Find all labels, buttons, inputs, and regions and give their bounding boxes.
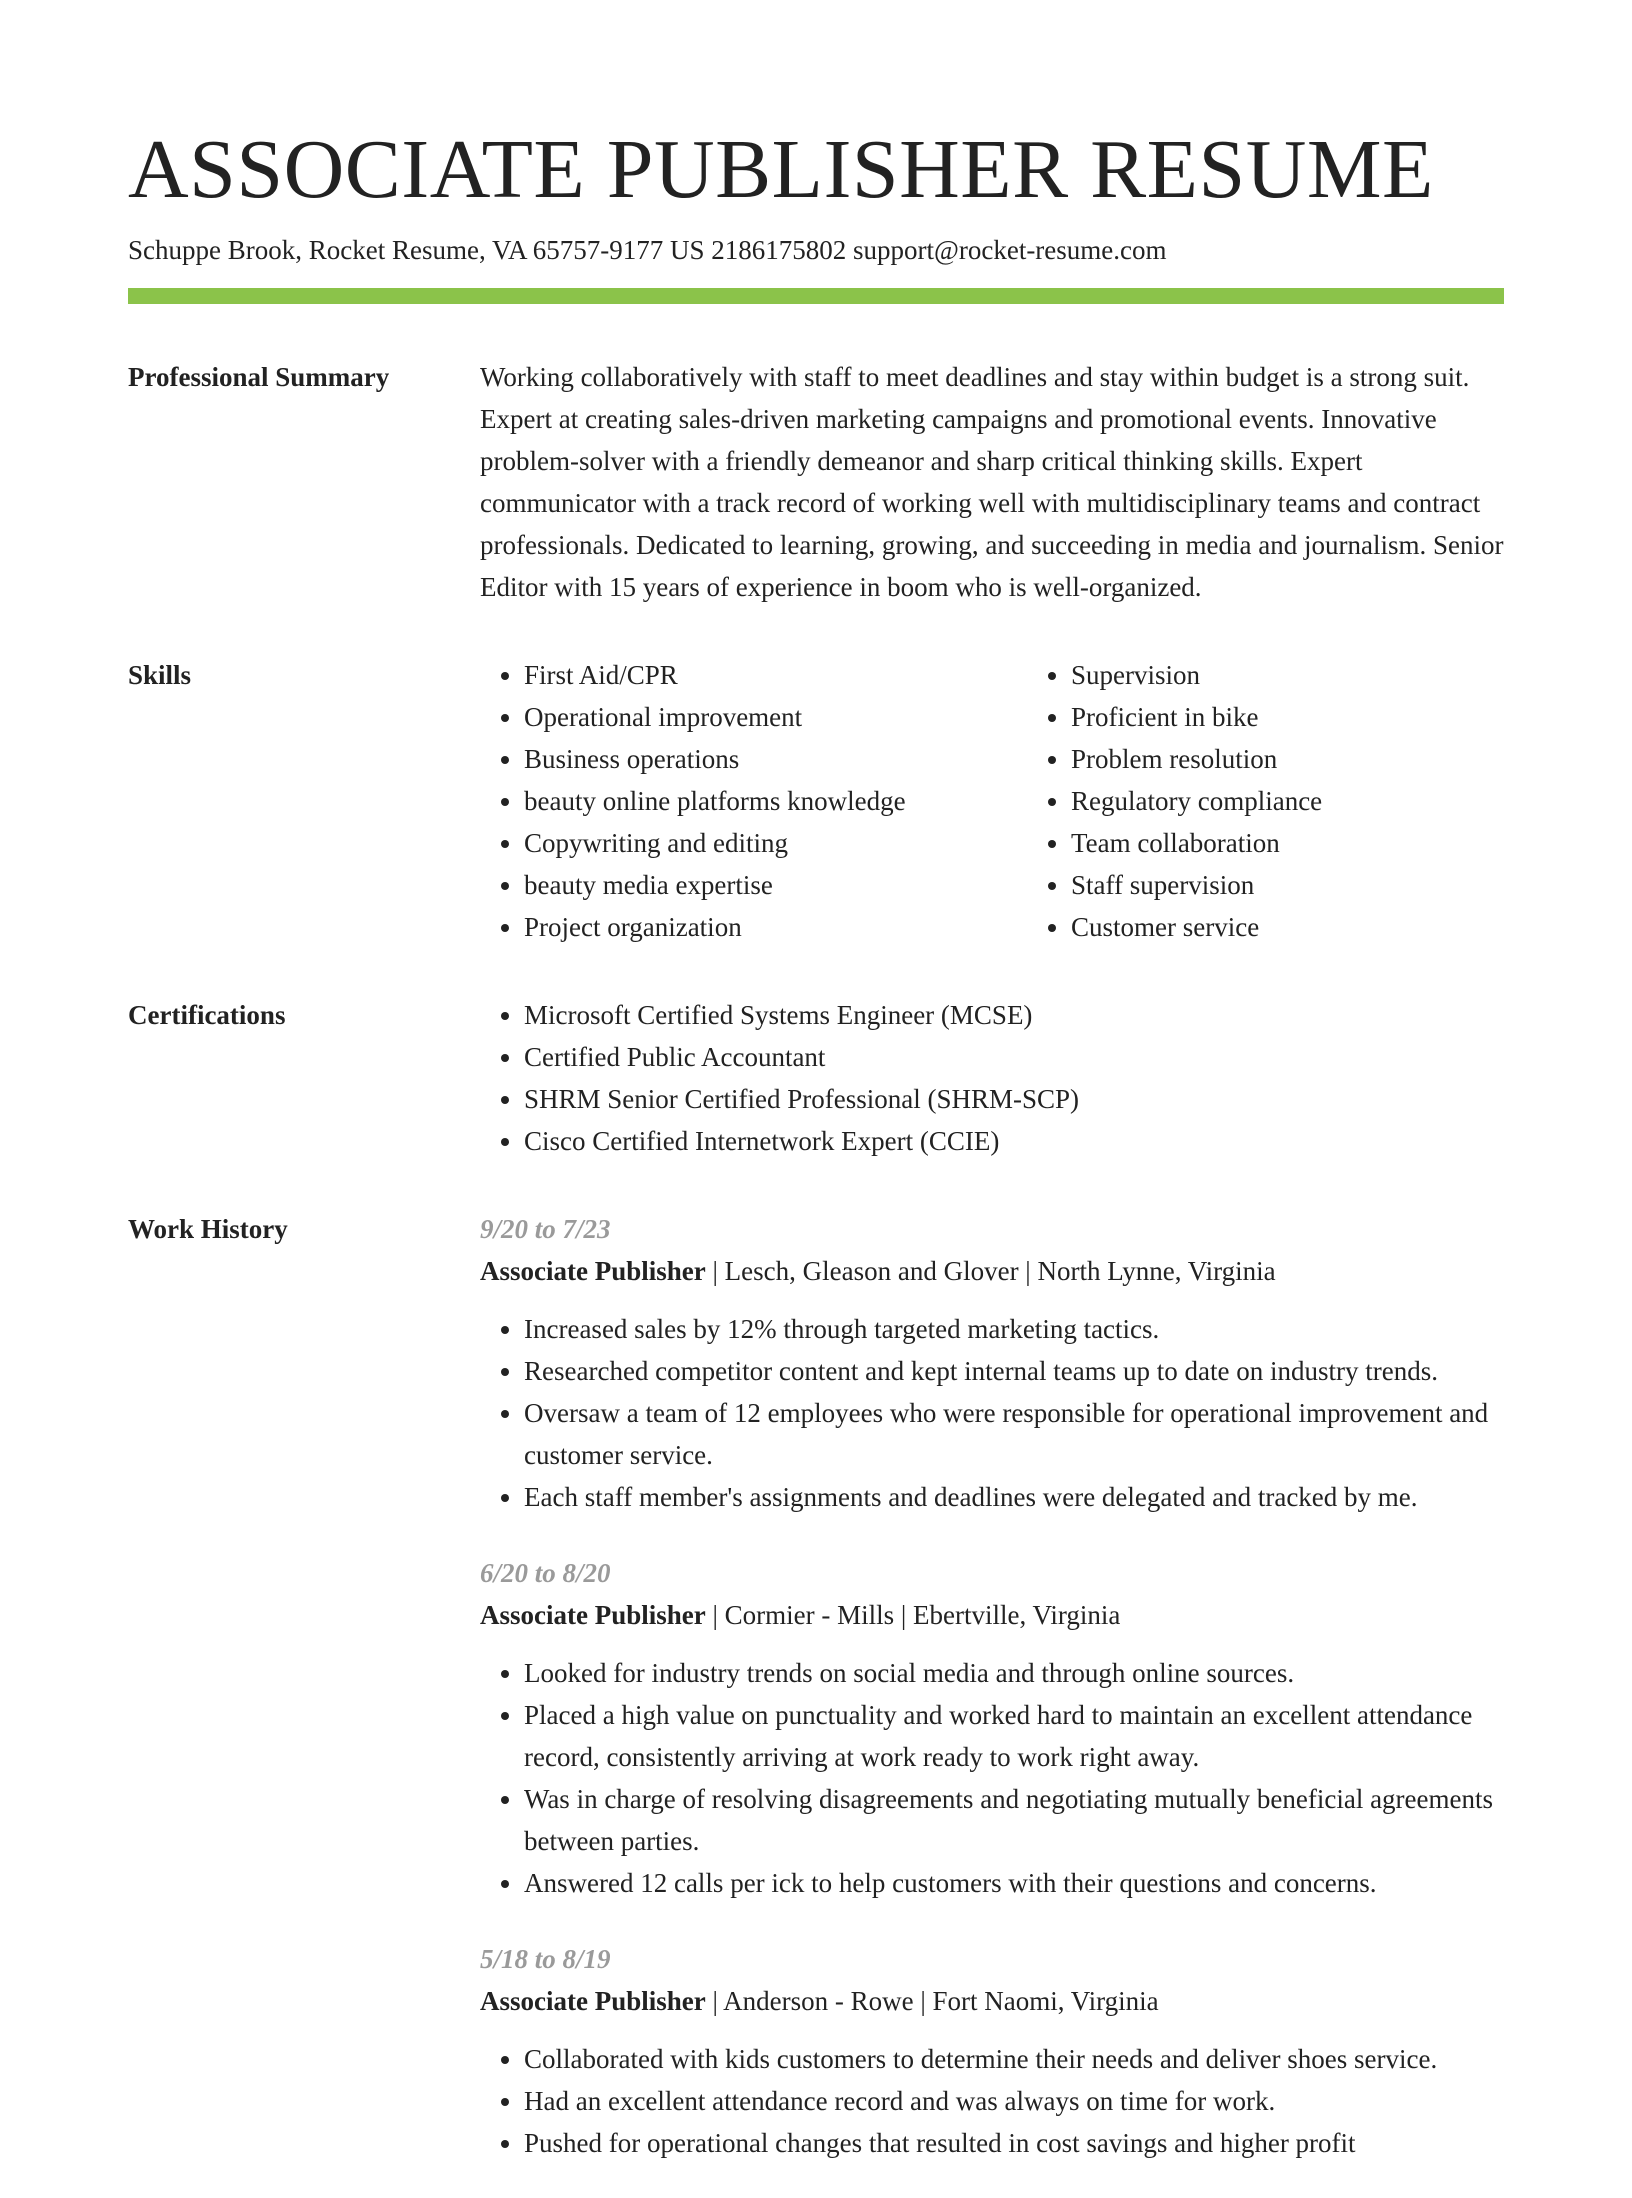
- skill-item: • Supervision: [1071, 654, 1504, 696]
- job-bullets: [480, 2038, 1504, 2164]
- certifications-body: [480, 994, 1504, 1162]
- job-heading: [480, 1250, 1504, 1292]
- job-bullet: • Placed a high value on punctuality and worked hard to maintain an excellent attendance record, consistently arriving at work ready to work right away.: [524, 1694, 1504, 1778]
- summary-text: Working collaboratively with staff to meet deadlines and stay within budget is a strong suit. Expert at creating sales-driven marketing campaigns and promotional events. Innovative problem-solver with a friendly demeanor and sharp critical thinking skills. Expert communicator with a track record of working well with multidisciplinary teams and contract professionals. Dedicated to learning, growing, and succeeding in media and journalism. Senior Editor with 15 years of experience in boom who is well-organized.: [480, 362, 1504, 602]
- professional-summary-section: [128, 356, 1504, 608]
- section-label-certifications: Certifications: [128, 1000, 286, 1030]
- skill-item: • Regulatory compliance: [1071, 780, 1504, 822]
- skill-item: • Proficient in bike: [1071, 696, 1504, 738]
- accent-divider: [128, 288, 1504, 304]
- job-bullet: • Oversaw a team of 12 employees who were responsible for operational improvement and customer service.: [524, 1392, 1504, 1476]
- skill-item: • Customer service: [1071, 906, 1504, 948]
- skill-item: • Business operations: [524, 738, 1027, 780]
- job-bullet: • Researched competitor content and kept internal teams up to date on industry trends.: [524, 1350, 1504, 1392]
- skill-item: • Team collaboration: [1071, 822, 1504, 864]
- job-bullet: • Pushed for operational changes that resulted in cost savings and higher profit: [524, 2122, 1504, 2164]
- skill-item: • beauty online platforms knowledge: [524, 780, 1027, 822]
- job-bullets: [480, 1652, 1504, 1904]
- skill-item: • First Aid/CPR: [524, 654, 1027, 696]
- job-dates: 6/20 to 8/20: [480, 1558, 611, 1588]
- job-bullet: • Was in charge of resolving disagreements and negotiating mutually beneficial agreements between parties.: [524, 1778, 1504, 1862]
- contact-line: Schuppe Brook, Rocket Resume, VA 65757-9177 US 2186175802 support@rocket-resume.com: [128, 235, 1167, 265]
- certifications-section: [128, 994, 1504, 1162]
- skills-body: [480, 654, 1504, 948]
- skill-item: • Project organization: [524, 906, 1027, 948]
- skill-item: • Problem resolution: [1071, 738, 1504, 780]
- skills-section: [128, 654, 1504, 948]
- job-bullet: • Looked for industry trends on social media and through online sources.: [524, 1652, 1504, 1694]
- skills-list-right: [1027, 654, 1504, 948]
- certification-item: • Cisco Certified Internetwork Expert (CCIE): [524, 1120, 1504, 1162]
- job-bullet: • Had an excellent attendance record and was always on time for work.: [524, 2080, 1504, 2122]
- certification-item: • SHRM Senior Certified Professional (SHRM-SCP): [524, 1078, 1504, 1120]
- job-bullet: • Each staff member's assignments and deadlines were delegated and tracked by me.: [524, 1476, 1504, 1518]
- job-heading: [480, 1594, 1504, 1636]
- section-label-summary: Professional Summary: [128, 362, 390, 392]
- job-title: Associate Publisher: [480, 1986, 706, 2016]
- job-title: Associate Publisher: [480, 1600, 706, 1630]
- certification-item: • Certified Public Accountant: [524, 1036, 1504, 1078]
- work-history-section: [128, 1208, 1504, 2198]
- skill-item: • Staff supervision: [1071, 864, 1504, 906]
- work-history-body: [480, 1208, 1504, 2198]
- skills-list-left: [480, 654, 1027, 948]
- job-title: Associate Publisher: [480, 1256, 706, 1286]
- skill-item: • Copywriting and editing: [524, 822, 1027, 864]
- job-dates: 5/18 to 8/19: [480, 1944, 611, 1974]
- job-bullet: • Collaborated with kids customers to determine their needs and deliver shoes service.: [524, 2038, 1504, 2080]
- job-details: | Lesch, Gleason and Glover | North Lynne, Virginia: [705, 1256, 1276, 1286]
- certification-item: • Microsoft Certified Systems Engineer (MCSE): [524, 994, 1504, 1036]
- job-bullet: • Answered 12 calls per ick to help customers with their questions and concerns.: [524, 1862, 1504, 1904]
- job-dates: 9/20 to 7/23: [480, 1214, 611, 1244]
- resume-page: [128, 0, 1504, 2198]
- resume-title: ASSOCIATE PUBLISHER RESUME: [128, 123, 1434, 216]
- job-entry: [480, 1208, 1504, 1518]
- certifications-list: [480, 994, 1504, 1162]
- section-label-work-history: Work History: [128, 1214, 288, 1244]
- job-entry: [480, 1938, 1504, 2164]
- skill-item: • Operational improvement: [524, 696, 1027, 738]
- summary-body: [480, 356, 1504, 608]
- job-details: | Anderson - Rowe | Fort Naomi, Virginia: [705, 1986, 1159, 2016]
- job-bullets: [480, 1308, 1504, 1518]
- job-heading: [480, 1980, 1504, 2022]
- skill-item: • beauty media expertise: [524, 864, 1027, 906]
- job-entry: [480, 1552, 1504, 1904]
- job-bullet: • Increased sales by 12% through targeted marketing tactics.: [524, 1308, 1504, 1350]
- job-details: | Cormier - Mills | Ebertville, Virginia: [705, 1600, 1121, 1630]
- section-label-skills: Skills: [128, 660, 192, 690]
